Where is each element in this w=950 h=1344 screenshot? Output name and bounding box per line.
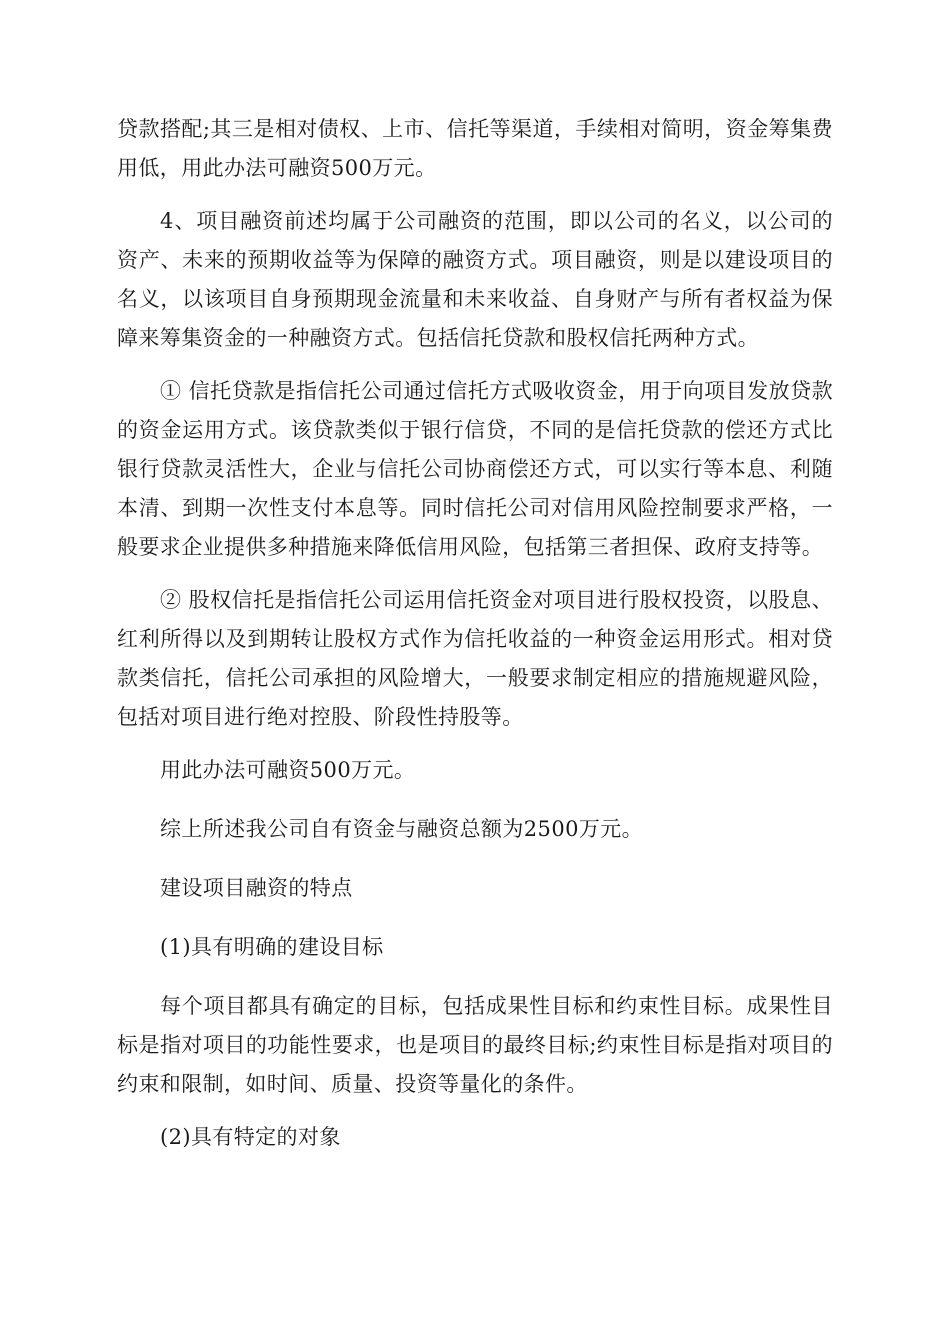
- section-heading-features: 建设项目融资的特点: [160, 876, 353, 900]
- paragraph-total-funds: 综上所述我公司自有资金与融资总额为2500万元。: [160, 817, 644, 841]
- paragraph-equity-trust: ② 股权信托是指信托公司运用信托资金对项目进行股权投资，以股息、红利所得以及到期转让股权方式作为信托收益的一种资金运用形式。相对贷款类信托，信托公司承担的风险增大，一般要求制定相应的措施规避风险，包括对项目进行绝对控股、阶段性持股等。: [117, 588, 833, 729]
- paragraph-trust-loan: ① 信托贷款是指信托公司通过信托方式吸收资金，用于向项目发放贷款的资金运用方式。该贷款类似于银行信贷，不同的是信托贷款的偿还方式比银行贷款灵活性大，企业与信托公司协商偿还方式，可以实行等本息、利随本清、到期一次性支付本息等。同时信托公司对信用风险控制要求严格，一般要求企业提供多种措施来降低信用风险，包括第三者担保、政府支持等。: [117, 379, 833, 559]
- subheading-clear-goal: (1)具有明确的建设目标: [160, 935, 384, 959]
- paragraph-financing-amount: 用此办法可融资500万元。: [160, 758, 416, 782]
- document-body: [117, 110, 833, 1177]
- paragraph-loan-collocation: 贷款搭配;其三是相对债权、上市、信托等渠道，手续相对简明，资金筹集费用低，用此办法可融资500万元。: [117, 117, 833, 180]
- paragraph-project-goals: 每个项目都具有确定的目标，包括成果性目标和约束性目标。成果性目标是指对项目的功能性要求，也是项目的最终目标;约束性目标是指对项目的约束和限制，如时间、质量、投资等量化的条件。: [117, 994, 833, 1096]
- subheading-specific-object: (2)具有特定的对象: [160, 1125, 341, 1149]
- paragraph-project-financing: 4、项目融资前述均属于公司融资的范围，即以公司的名义，以公司的资产、未来的预期收益等为保障的融资方式。项目融资，则是以建设项目的名义，以该项目自身预期现金流量和未来收益、自身财产与所有者权益为保障来筹集资金的一种融资方式。包括信托贷款和股权信托两种方式。: [117, 209, 833, 350]
